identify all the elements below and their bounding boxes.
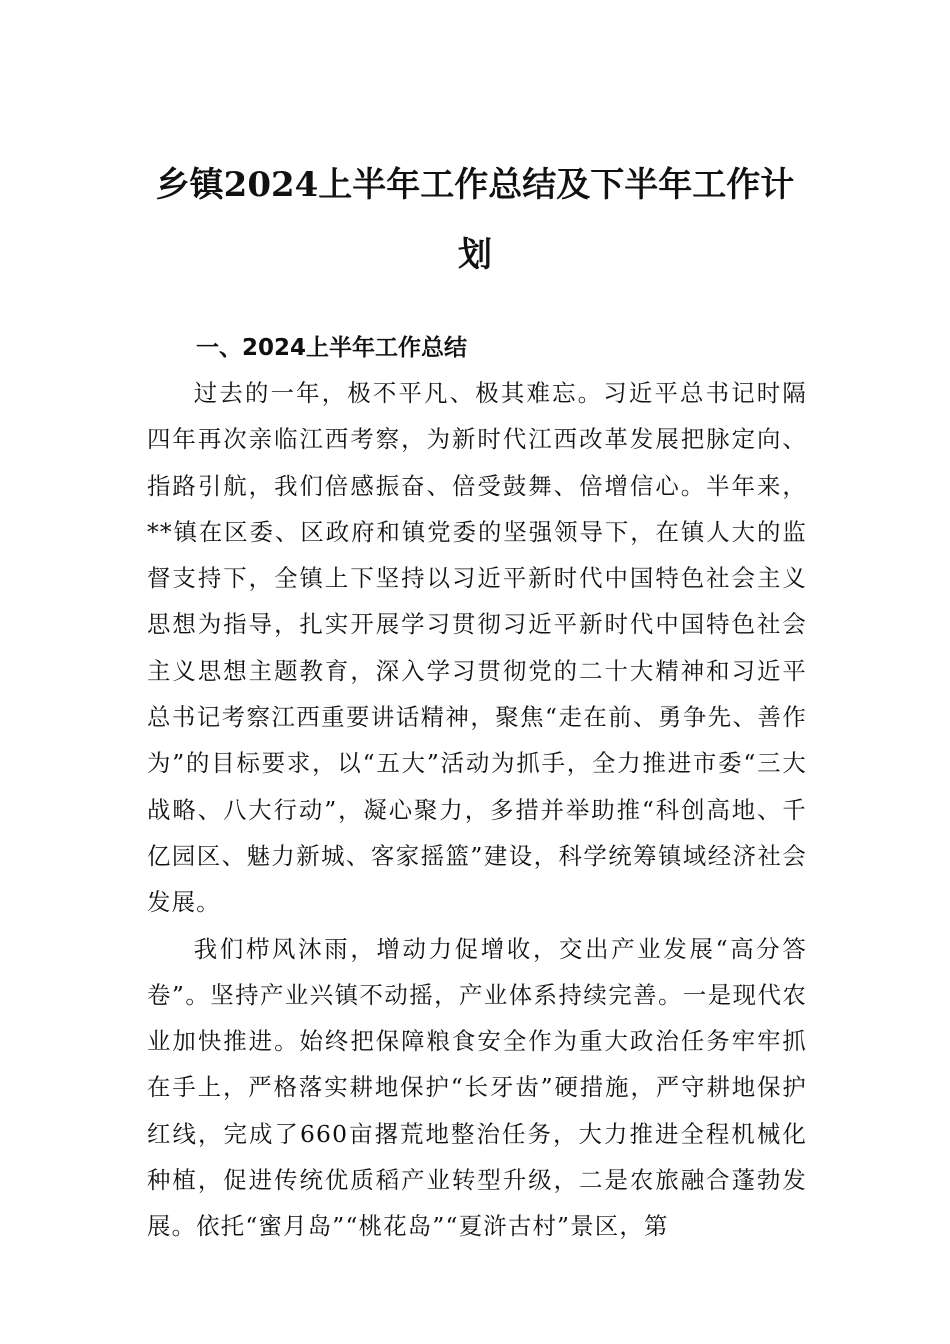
section-heading: 一、2024上半年工作总结: [196, 335, 468, 361]
paragraph: 我们栉风沐雨，增动力促增收，交出产业发展“高分答卷”。坚持产业兴镇不动摇，产业体系持续完善。一是现代农业加快推进。始终把保障粮食安全作为重大政治任务牢牢抓在手上，严格落实耕地保护“长牙齿”硬措施，严守耕地保护红线，完成了660亩撂荒地整治任务，大力推进全程机械化种植，促进传统优质稻产业转型升级，二是农旅融合蓬勃发展。依托“蜜月岛”“桃花岛”“夏浒古村”景区，第: [147, 934, 807, 1241]
document-body: [147, 370, 807, 1250]
document-title: 乡镇2024上半年工作总结及下半年工作计划: [155, 165, 795, 275]
paragraph: 过去的一年，极不平凡、极其难忘。习近平总书记时隔四年再次亲临江西考察，为新时代江西改革发展把脉定向、指路引航，我们倍感振奋、倍受鼓舞、倍增信心。半年来，**镇在区委、区政府和镇党委的坚强领导下，在镇人大的监督支持下，全镇上下坚持以习近平新时代中国特色社会主义思想为指导，扎实开展学习贯彻习近平新时代中国特色社会主义思想主题教育，深入学习贯彻党的二十大精神和习近平总书记考察江西重要讲话精神，聚焦“走在前、勇争先、善作为”的目标要求，以“五大”活动为抓手，全力推进市委“三大战略、八大行动”，凝心聚力，多措并举助推“科创高地、千亿园区、魅力新城、客家摇篮”建设，科学统筹镇域经济社会发展。: [147, 379, 807, 917]
